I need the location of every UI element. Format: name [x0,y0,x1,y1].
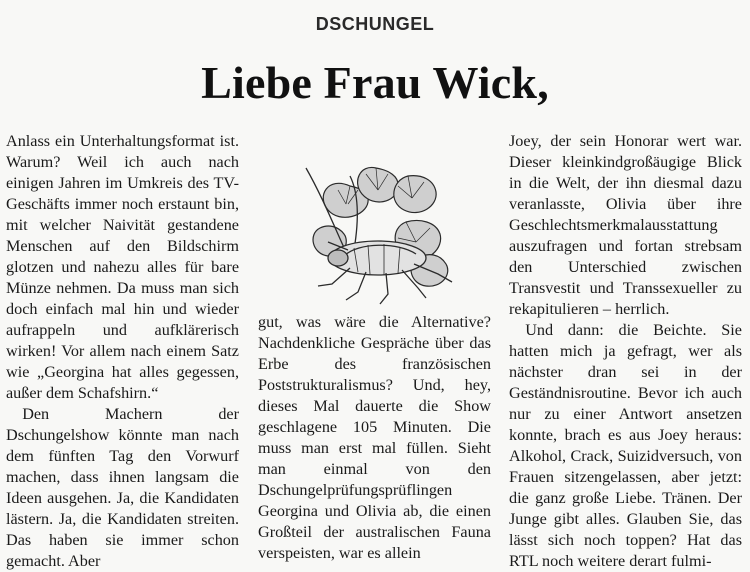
cockroach-head [328,250,348,266]
cockroach-with-leaves-icon [288,146,468,308]
leg [346,272,366,300]
article-column-1 [6,131,239,570]
paragraph: Und dann: die Beichte. Sie hatten mich ja gefragt, wer als nächster dran sei in der Geständnisroutine. Bevor ich auch nur zu einer Antwort ansetzen konnte, brach es aus Joey heraus: Alkohol, Crack, Suizidversuch, von Frauen sitzengelassen, aber jetzt: die ganz große Liebe. Tränen. Der Junge gibt alles. Glauben Sie, das lässt sich noch toppen? Hat das RTL noch weitere derart fulmi- [509,321,742,570]
article-column-2 [258,312,491,562]
article-column-3 [509,131,742,570]
paragraph: Anlass ein Unterhaltungsformat ist. Warum? Weil ich auch nach einigen Jahren im Umkreis des TV-Geschäfts immer noch erstaunt bin, mit welcher Naivität gestandene Menschen auf den Bildschirm glotzen und nahezu alles für bare Münze nehmen. Da muss man sich doch einfach mal hin und wieder aufrappeln und aufklärerisch wirken! Vor allem nach einem Satz wie „Georgina hat alles gegessen, außer dem Schafshirn.“ [6,132,239,402]
paragraph: Den Machern der Dschungelshow könnte man nach dem fünften Tag den Vorwurf machen, dass ihnen langsam die Ideen ausgehen. Ja, die Kandidaten lästern. Ja, die Kandidaten streiten. Das haben sie immer schon gemacht. Aber [6,405,239,570]
section-kicker: DSCHUNGEL [315,14,435,34]
leg [380,273,388,304]
article-headline: Liebe Frau Wick, [201,57,549,108]
paragraph: Joey, der sein Honorar wert war. Dieser kleinkindgroßäugige Blick in die Welt, der ihn diesmal dazu veranlasste, Olivia über ihre Geschlechtsmerkmalausstattung auszufragen und fortan strebsam den Unterschied zwischen Transvestit und Transsexueller zu rekapitulieren – herrlich. [509,132,742,318]
paragraph: gut, was wäre die Alternative? Nachdenkliche Gespräche über das Erbe des französischen Poststrukturalismus? Und, hey, dieses Mal dauerte die Show geschlagene 105 Minuten. Die muss man erst mal füllen. Sieht man einmal von den Dschungelprüfungsprüflingen Georgina und Olivia ab, die einen Großteil der australischen Fauna verspeisten, war es allein [258,313,491,562]
